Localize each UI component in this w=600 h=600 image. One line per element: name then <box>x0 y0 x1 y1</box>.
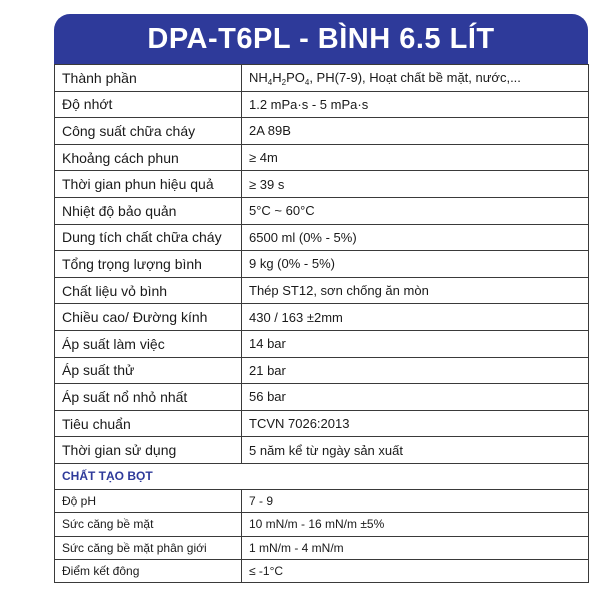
table-row <box>55 513 589 536</box>
row-label: Dung tích chất chữa cháy <box>55 224 242 251</box>
row-value: 14 bar <box>242 330 589 357</box>
table-row <box>55 91 589 118</box>
row-label: Thành phần <box>55 65 242 92</box>
row-value: ≤ -1°C <box>242 559 589 582</box>
spec-table <box>54 64 589 583</box>
row-label: Thời gian phun hiệu quả <box>55 171 242 198</box>
row-value: 1.2 mPa·s - 5 mPa·s <box>242 91 589 118</box>
table-row <box>55 197 589 224</box>
row-value: Thép ST12, sơn chống ăn mòn <box>242 277 589 304</box>
row-label: Tổng trọng lượng bình <box>55 251 242 278</box>
row-label: Nhiệt độ bảo quản <box>55 197 242 224</box>
row-label: Áp suất nổ nhỏ nhất <box>55 384 242 411</box>
row-value: 21 bar <box>242 357 589 384</box>
row-label: Khoảng cách phun <box>55 144 242 171</box>
row-value: ≥ 39 s <box>242 171 589 198</box>
table-row <box>55 65 589 92</box>
row-value: 9 kg (0% - 5%) <box>242 251 589 278</box>
section-header-row <box>55 463 589 489</box>
table-row <box>55 536 589 559</box>
row-label: Sức căng bề mặt phân giới <box>55 536 242 559</box>
row-value: 6500 ml (0% - 5%) <box>242 224 589 251</box>
row-label: Điểm kết đông <box>55 559 242 582</box>
row-label: Thời gian sử dụng <box>55 437 242 464</box>
row-label: Chất liệu vỏ bình <box>55 277 242 304</box>
page-title: DPA-T6PL - BÌNH 6.5 LÍT <box>147 22 495 55</box>
row-value: 5°C ~ 60°C <box>242 197 589 224</box>
row-label: Tiêu chuẩn <box>55 410 242 437</box>
row-value-composition: $NH_4H_2PO_4$, PH(7-9), Hoạt chất bề mặt, nước,... <box>242 65 589 92</box>
table-row <box>55 304 589 331</box>
row-label: Áp suất làm việc <box>55 330 242 357</box>
row-label: Độ nhớt <box>55 91 242 118</box>
title-banner <box>54 14 588 64</box>
row-label: Chiều cao/ Đường kính <box>55 304 242 331</box>
row-value: 1 mN/m - 4 mN/m <box>242 536 589 559</box>
table-row <box>55 489 589 512</box>
table-row <box>55 171 589 198</box>
section-title: CHẤT TẠO BỌT <box>55 463 589 489</box>
row-value: 7 - 9 <box>242 489 589 512</box>
table-row <box>55 559 589 582</box>
table-row <box>55 437 589 464</box>
table-row <box>55 330 589 357</box>
table-row <box>55 144 589 171</box>
row-value: 430 / 163 ±2mm <box>242 304 589 331</box>
row-label: Độ pH <box>55 489 242 512</box>
table-row <box>55 384 589 411</box>
table-row <box>55 277 589 304</box>
spec-sheet <box>54 14 588 584</box>
table-row <box>55 357 589 384</box>
row-value: 2A 89B <box>242 118 589 145</box>
row-label: Sức căng bề mặt <box>55 513 242 536</box>
row-value: 56 bar <box>242 384 589 411</box>
table-row <box>55 410 589 437</box>
row-label: Công suất chữa cháy <box>55 118 242 145</box>
row-value: TCVN 7026:2013 <box>242 410 589 437</box>
row-value: 10 mN/m - 16 mN/m ±5% <box>242 513 589 536</box>
table-row <box>55 224 589 251</box>
row-value: 5 năm kể từ ngày sản xuất <box>242 437 589 464</box>
row-value: ≥ 4m <box>242 144 589 171</box>
table-row <box>55 118 589 145</box>
row-label: Áp suất thử <box>55 357 242 384</box>
table-row <box>55 251 589 278</box>
